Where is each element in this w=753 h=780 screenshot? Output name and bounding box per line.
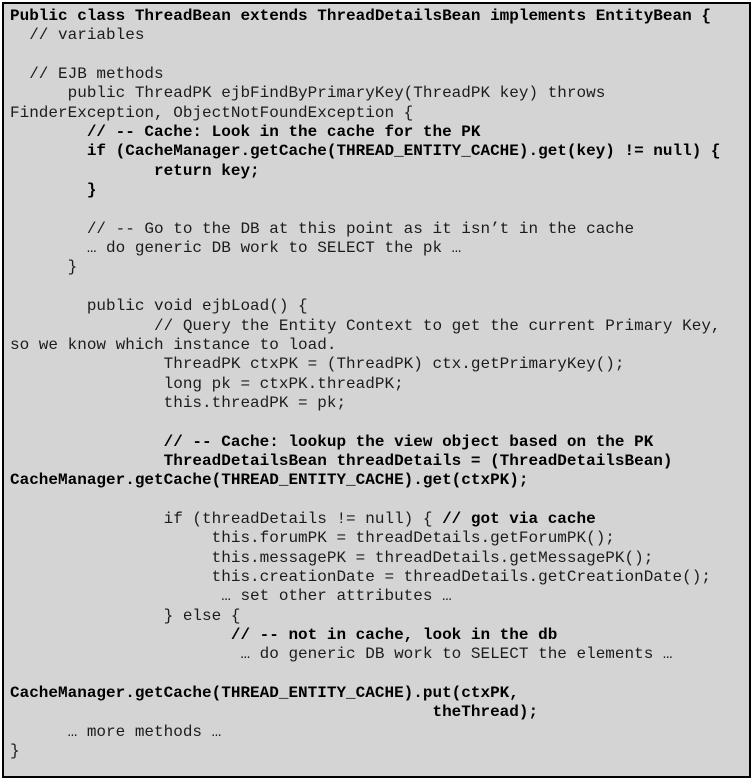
code-text: this.messagePK = threadDetails.getMessagePK(); xyxy=(10,548,654,567)
code-text-bold: // got via cache xyxy=(442,509,596,528)
code-text: public void ejbLoad() { xyxy=(10,297,308,316)
code-text: … more methods … xyxy=(10,722,222,741)
code-text-bold: theThread); xyxy=(10,703,539,722)
code-line xyxy=(10,703,747,722)
code-text-bold: // -- Cache: Look in the cache for the PK xyxy=(10,123,481,142)
code-line xyxy=(10,84,747,103)
code-line xyxy=(10,142,747,161)
code-text: } else { xyxy=(10,606,241,625)
code-line xyxy=(10,258,747,277)
code-text-bold: // -- Cache: lookup the view object based on the PK xyxy=(10,432,654,451)
code-text: this.forumPK = threadDetails.getForumPK(); xyxy=(10,529,615,548)
code-line xyxy=(10,645,747,664)
code-text: … set other attributes … xyxy=(10,587,452,606)
code-line xyxy=(10,413,747,432)
code-text: this.creationDate = threadDetails.getCreationDate(); xyxy=(10,567,711,586)
code-text: ThreadPK ctxPK = (ThreadPK) ctx.getPrimaryKey(); xyxy=(10,355,625,374)
code-text: } xyxy=(10,742,20,761)
code-line xyxy=(10,394,747,413)
code-line xyxy=(10,626,747,645)
code-line xyxy=(10,491,747,510)
code-text: FinderException, ObjectNotFoundException { xyxy=(10,103,414,122)
code-text-bold: // -- not in cache, look in the db xyxy=(10,626,558,644)
code-line xyxy=(10,355,747,374)
code-text: … do generic DB work to SELECT the elements … xyxy=(10,645,673,664)
code-text-bold: Public class ThreadBean extends ThreadDetailsBean implements EntityBean { xyxy=(10,7,711,25)
code-line xyxy=(10,684,747,703)
code-text: // Query the Entity Context to get the current Primary Key, xyxy=(10,316,721,335)
code-line xyxy=(10,297,747,316)
code-text: … do generic DB work to SELECT the pk … xyxy=(10,239,462,258)
code-text: this.threadPK = pk; xyxy=(10,393,347,412)
code-line xyxy=(10,607,747,626)
code-line xyxy=(10,7,747,26)
code-line xyxy=(10,65,747,84)
code-line xyxy=(10,549,747,568)
code-line xyxy=(10,568,747,587)
code-text-bold: ThreadDetailsBean threadDetails = (ThreadDetailsBean) xyxy=(10,451,673,470)
code-text-bold: CacheManager.getCache(THREAD_ENTITY_CACHE).put(ctxPK, xyxy=(10,684,519,703)
code-line xyxy=(10,336,747,355)
code-line xyxy=(10,181,747,200)
code-line xyxy=(10,123,747,142)
code-line xyxy=(10,510,747,529)
code-text: public ThreadPK ejbFindByPrimaryKey(ThreadPK key) throws xyxy=(10,84,606,103)
code-line xyxy=(10,723,747,742)
code-line xyxy=(10,26,747,45)
code-line xyxy=(10,239,747,258)
code-line xyxy=(10,104,747,123)
code-line xyxy=(10,278,747,297)
code-text: long pk = ctxPK.threadPK; xyxy=(10,374,404,393)
code-line xyxy=(10,471,747,490)
code-text-bold: } xyxy=(10,181,97,200)
code-line xyxy=(10,742,747,761)
code-text: if (threadDetails != null) { xyxy=(10,509,443,528)
code-text-bold: if (CacheManager.getCache(THREAD_ENTITY_CACHE).get(key) != null) { xyxy=(10,142,721,161)
code-line xyxy=(10,433,747,452)
code-line xyxy=(10,375,747,394)
code-line xyxy=(10,220,747,239)
code-listing xyxy=(2,2,751,778)
code-line xyxy=(10,452,747,471)
code-text: so we know which instance to load. xyxy=(10,335,337,354)
code-line xyxy=(10,200,747,219)
code-line xyxy=(10,162,747,181)
code-line xyxy=(10,529,747,548)
code-text: // EJB methods xyxy=(10,65,164,84)
code-line xyxy=(10,46,747,65)
code-line xyxy=(10,317,747,336)
code-text: // -- Go to the DB at this point as it isn’t in the cache xyxy=(10,219,635,238)
code-line xyxy=(10,665,747,684)
code-text: // variables xyxy=(10,26,145,45)
code-text-bold: CacheManager.getCache(THREAD_ENTITY_CACHE).get(ctxPK); xyxy=(10,471,529,490)
code-text: } xyxy=(10,258,78,277)
code-text-bold: return key; xyxy=(10,161,260,180)
code-line xyxy=(10,587,747,606)
